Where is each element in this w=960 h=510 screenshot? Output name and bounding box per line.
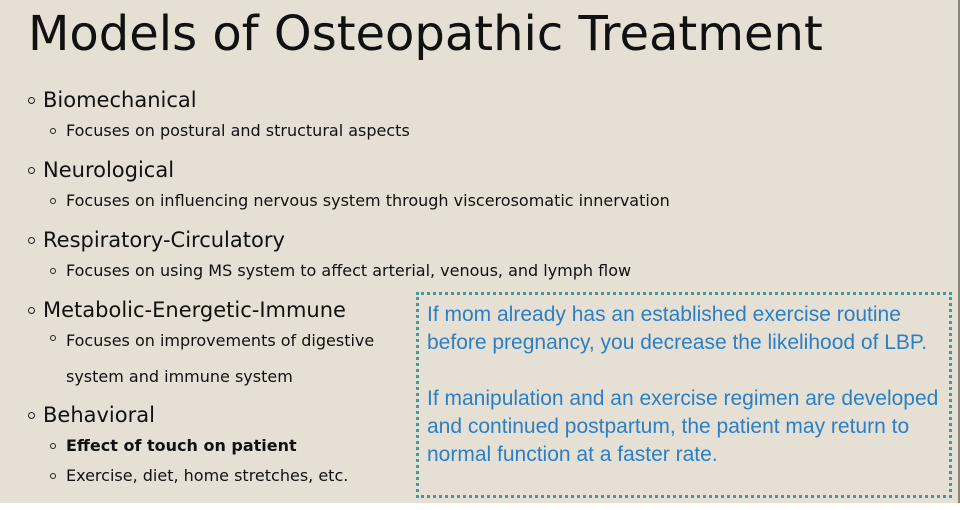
- model-respiratory-circulatory-detail: Focuses on using MS system to affect arterial, venous, and lymph flow: [50, 256, 408, 286]
- model-behavioral-detail-touch: Effect of touch on patient: [50, 431, 408, 461]
- model-metabolic-energetic-immune-detail: [50, 323, 408, 395]
- callout-paragraph-2: If manipulation and an exercise regimen are developed and continued postpartum, the patient may return to normal function at a faster rate.: [427, 387, 939, 466]
- model-behavioral: Behavioral: [28, 399, 408, 431]
- callout-box: [416, 292, 952, 498]
- model-neurological: Neurological: [28, 154, 408, 186]
- models-list: [28, 84, 670, 491]
- model-metabolic-energetic-immune: Metabolic-Energetic-Immune: [28, 294, 408, 326]
- model-biomechanical-detail: Focuses on postural and structural aspects: [50, 116, 408, 146]
- slide-title: Models of Osteopathic Treatment: [28, 6, 823, 62]
- model-neurological-detail: Focuses on influencing nervous system through viscerosomatic innervation: [50, 186, 408, 216]
- model-biomechanical: Biomechanical: [28, 84, 408, 116]
- callout-paragraph-1: If mom already has an established exercise routine before pregnancy, you decrease the likelihood of LBP.: [427, 303, 928, 354]
- model-metabolic-detail-text: Focuses on improvements of digestive system and immune system: [66, 331, 375, 386]
- model-behavioral-detail-exercise: Exercise, diet, home stretches, etc.: [50, 461, 408, 491]
- model-respiratory-circulatory: Respiratory-Circulatory: [28, 224, 408, 256]
